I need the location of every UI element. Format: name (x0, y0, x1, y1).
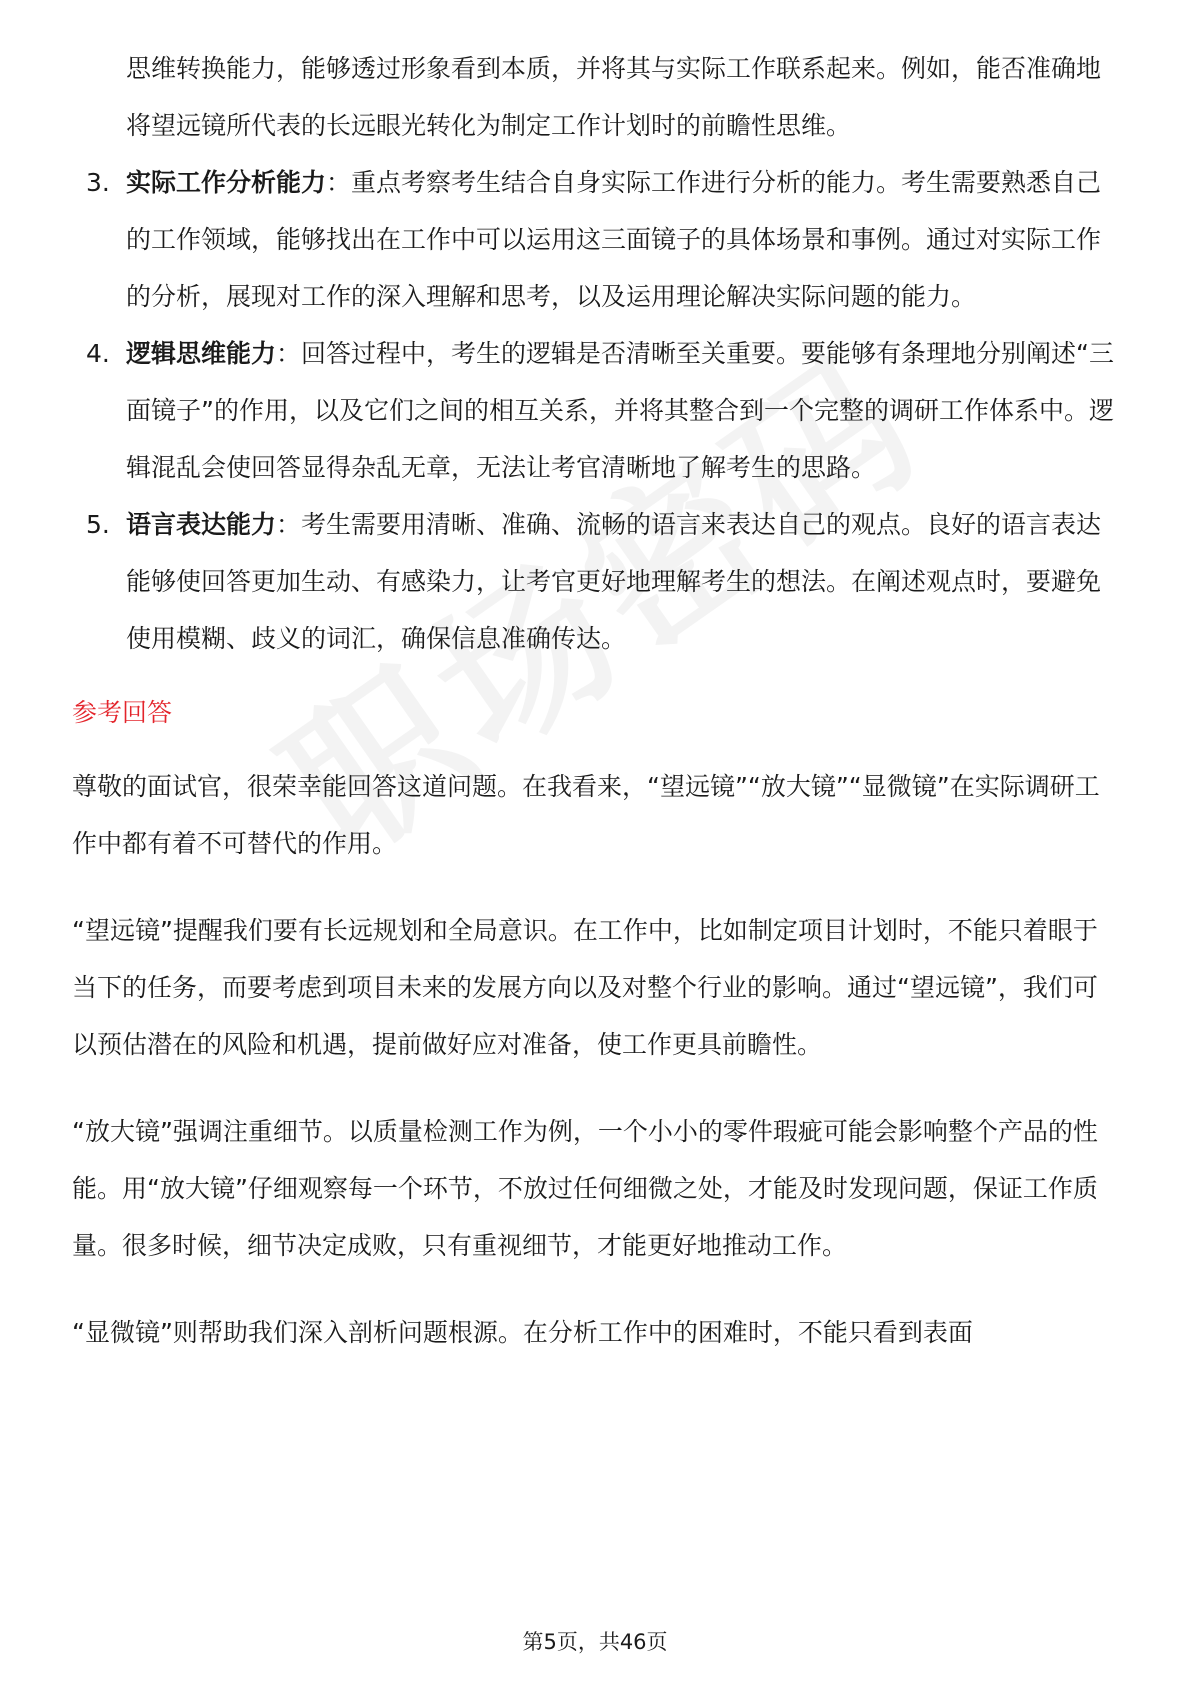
list-item (72, 325, 1122, 496)
criterion-separator: ： (326, 168, 352, 197)
criterion-separator: ： (276, 510, 302, 539)
list-item (72, 154, 1122, 325)
answer-paragraph: “望远镜”提醒我们要有长远规划和全局意识。在工作中，比如制定项目计划时，不能只着眼于当下的任务，而要考虑到项目未来的发展方向以及对整个行业的影响。通过“望远镜”，我们可以预估潜在的风险和机遇，提前做好应对准备，使工作更具前瞻性。 (72, 916, 1098, 1059)
list-number: 4. (86, 339, 110, 368)
page-footer: 第5页，共46页 (522, 1630, 668, 1654)
list-number: 5. (86, 510, 110, 539)
page-content (72, 40, 1122, 1391)
answer-paragraph: 尊敬的面试官，很荣幸能回答这道问题。在我看来，“望远镜”“放大镜”“显微镜”在实际调研工作中都有着不可替代的作用。 (72, 772, 1100, 858)
criterion-term: 实际工作分析能力 (126, 168, 327, 197)
answer-heading: 参考回答 (72, 698, 173, 727)
criterion-term: 语言表达能力 (126, 510, 277, 539)
answer-paragraph: “显微镜”则帮助我们深入剖析问题根源。在分析工作中的困难时，不能只看到表面 (72, 1318, 973, 1347)
criterion-separator: ： (276, 339, 302, 368)
criterion-text: 考生需要用清晰、准确、流畅的语言来表达自己的观点。良好的语言表达能够使回答更加生动、有感染力，让考官更好地理解考生的想法。在阐述观点时，要避免使用模糊、歧义的词汇，确保信息准确传达。 (126, 510, 1102, 653)
criterion-text: 重点考察考生结合自身实际工作进行分析的能力。考生需要熟悉自己的工作领域，能够找出在工作中可以运用这三面镜子的具体场景和事例。通过对实际工作的分析，展现对工作的深入理解和思考，以及运用理论解决实际问题的能力。 (126, 168, 1102, 311)
answer-paragraph: “放大镜”强调注重细节。以质量检测工作为例，一个小小的零件瑕疵可能会影响整个产品的性能。用“放大镜”仔细观察每一个环节，不放过任何细微之处，才能及时发现问题，保证工作质量。很多时候，细节决定成败，只有重视细节，才能更好地推动工作。 (72, 1117, 1098, 1260)
criteria-list (72, 154, 1122, 667)
continued-paragraph: 思维转换能力，能够透过形象看到本质，并将其与实际工作联系起来。例如，能否准确地将望远镜所代表的长远眼光转化为制定工作计划时的前瞻性思维。 (126, 54, 1102, 140)
list-number: 3. (86, 168, 110, 197)
criterion-text: 回答过程中，考生的逻辑是否清晰至关重要。要能够有条理地分别阐述“三面镜子”的作用，以及它们之间的相互关系，并将其整合到一个完整的调研工作体系中。逻辑混乱会使回答显得杂乱无章，无法让考官清晰地了解考生的思路。 (126, 339, 1114, 482)
list-item (72, 496, 1122, 667)
criterion-term: 逻辑思维能力 (126, 339, 277, 368)
